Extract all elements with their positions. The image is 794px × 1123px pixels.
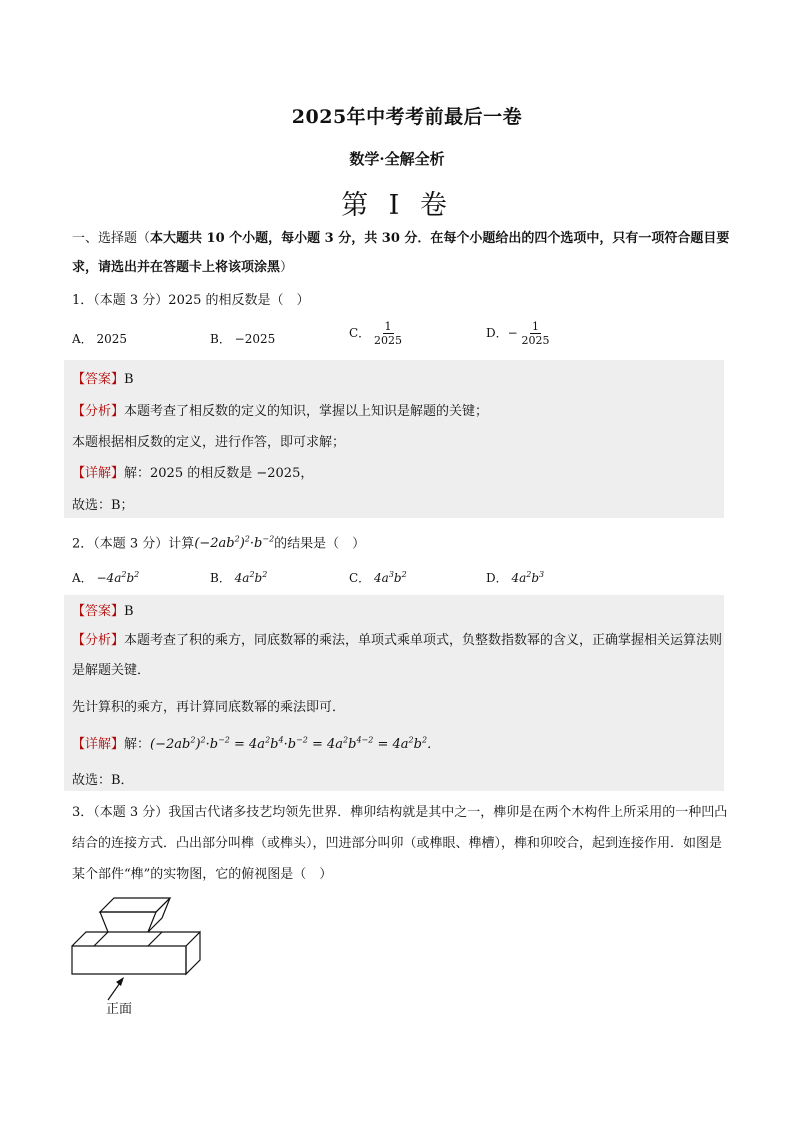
q1-detail: 【详解】解：2025 的相反数是 −2025，: [72, 466, 314, 481]
q2-stem: 2．（本题 3 分）计算$(-2ab^2)^2\cdot b^{-2}$的结果是（ ）: [72, 535, 366, 552]
q1-option-a: A． 2025: [72, 332, 128, 346]
q2-analysis-2: 先计算积的乘方，再计算同底数幂的乘法即可．: [72, 700, 346, 715]
tenon-figure: [68, 888, 208, 1018]
q2-option-c: C． $4a^3b^2$: [349, 570, 407, 585]
fraction: $\frac{1}{2025}$: [521, 320, 550, 347]
page-title: 2025年中考考前最后一卷: [291, 106, 523, 128]
q2-answer-block: [64, 595, 724, 791]
base-side-face: [186, 932, 200, 974]
page-subtitle: 数学·全解全析: [349, 150, 445, 168]
q1-answer: 【答案】B: [72, 372, 134, 387]
q1-option-c: C． $\frac{1}{2025}$: [349, 320, 403, 347]
volume-heading: 第 I 卷: [341, 190, 453, 221]
q2-detail: 【详解】解：$(-2ab^2)^2\cdot b^{-2} = 4a^2b^4\cdot b^{-2} = 4a^2b^{4-2} = 4a^2b^2$．: [72, 735, 441, 752]
q2-analysis: 【分析】本题考查了积的乘方，同底数幂的乘法，单项式乘单项式，负整数指数幂的含义，正确掌握相关运算法则是解题关键．: [72, 633, 723, 678]
q2-option-d: D． $4a^2b^3$: [486, 570, 545, 585]
tenon-front-face: [100, 912, 156, 932]
q1-option-d: D．− $\frac{1}{2025}$: [486, 320, 550, 347]
arrow-head: [116, 977, 124, 986]
q1-analysis-2: 本题根据相反数的定义，进行作答，即可求解；: [72, 435, 346, 450]
fraction: $\frac{1}{2025}$: [374, 320, 403, 347]
q2-option-b: B． $4a^2b^2$: [210, 570, 268, 585]
q1-option-b: B． −2025: [210, 332, 276, 346]
q2-option-a: A． $-4a^2b^2$: [72, 570, 140, 585]
q2-choice: 故选：B．: [72, 773, 134, 788]
section-instructions: 一、选择题（本大题共 10 个小题，每小题 3 分，共 30 分．在每个小题给出的四个选项中，只有一项符合题目要求，请选出并在答题卡上将该项涂黑）: [72, 231, 730, 275]
q2-expression: $(-2ab^2)^2\cdot b^{-2}$: [194, 535, 275, 552]
q1-analysis: 【分析】本题考查了相反数的定义的知识，掌握以上知识是解题的关键；: [72, 404, 489, 419]
base-front-face: [72, 946, 186, 974]
figure-label-front: 正面: [106, 1002, 133, 1017]
q1-choice: 故选：B；: [72, 498, 134, 513]
q3-stem: 3．（本题 3 分）我国古代诸多技艺均领先世界．榫卯结构就是其中之一，榫卯是在两个木构件上所采用的一种凹凸结合的连接方式．凸出部分叫榫（或榫头），凹进部分叫卯（或榫眼、榫槽），榫和卯咬合，起到连接作用．如图是某个部件“榫”的实物图，它的俯视图是（ ）: [72, 805, 728, 882]
q2-detail-expression: $(-2ab^2)^2\cdot b^{-2} = 4a^2b^4\cdot b^{-2} = 4a^2b^{4-2} = 4a^2b^2$．: [150, 735, 441, 752]
q2-answer: 【答案】B: [72, 604, 134, 619]
tenon-top-face: [100, 898, 170, 912]
q1-stem: 1．（本题 3 分）2025 的相反数是（ ）: [72, 293, 310, 308]
